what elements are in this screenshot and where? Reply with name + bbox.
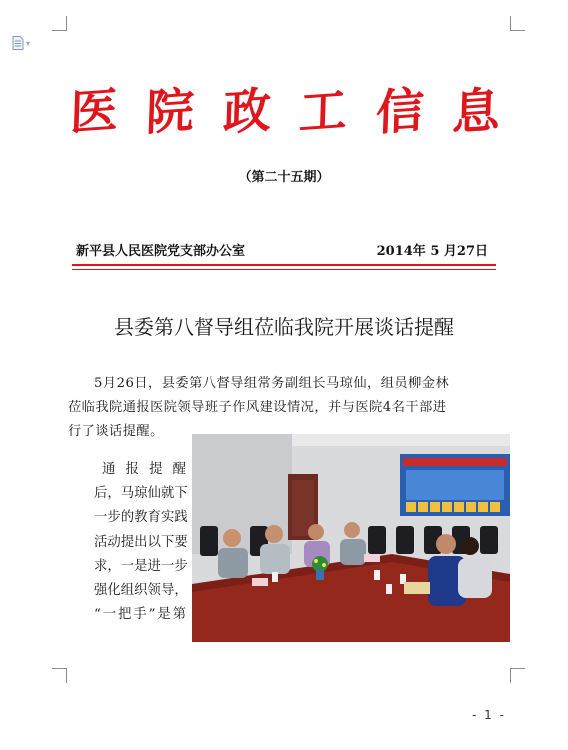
document-menu[interactable]	[12, 36, 30, 50]
text-line: “一把手”是第	[94, 607, 186, 623]
crop-mark-bottom-left	[52, 668, 67, 683]
text-line: 强化组织领导，	[94, 583, 188, 599]
masthead-char: 医	[69, 82, 119, 142]
issue-number: （第二十五期）	[238, 170, 330, 185]
text-line: 莅临我院通报医院领导班子作风建设情况，并与医院4名干部进	[68, 400, 447, 415]
text-line: 一步的教育实践	[94, 510, 188, 526]
masthead-char: 院	[145, 82, 196, 142]
page-number: - 1 -	[472, 708, 506, 722]
masthead-title	[70, 82, 500, 142]
crop-mark-top-right	[510, 16, 525, 31]
text-line: 求，一是进一步	[94, 558, 188, 574]
document-icon	[12, 36, 24, 50]
article-column-text	[94, 458, 186, 627]
text-line: 后，马琼仙就下	[94, 486, 188, 502]
text-line: 通报提醒	[102, 462, 186, 477]
masthead-char: 息	[451, 82, 501, 142]
publish-date: 2014年 5 月27日	[376, 244, 488, 259]
text-line: 行了谈话提醒。	[68, 424, 164, 439]
red-rule-thin	[72, 269, 496, 270]
department-name: 新平县人民医院党支部办公室	[76, 244, 246, 259]
header-row	[76, 240, 488, 258]
article-headline: 县委第八督导组莅临我院开展谈话提醒	[114, 315, 454, 339]
chevron-down-icon: ▾	[26, 38, 31, 48]
masthead-char: 工	[298, 82, 349, 142]
crop-mark-top-left	[52, 16, 67, 31]
text-line: 活动提出以下要	[94, 534, 188, 550]
text-line: 5月26日，县委第八督导组常务副组长马琼仙，组员柳金林	[94, 376, 450, 391]
red-rule-thick	[72, 264, 496, 266]
masthead-char: 信	[374, 82, 425, 142]
crop-mark-bottom-right	[510, 668, 525, 683]
meeting-photo	[192, 434, 510, 642]
masthead-char: 政	[221, 82, 272, 142]
